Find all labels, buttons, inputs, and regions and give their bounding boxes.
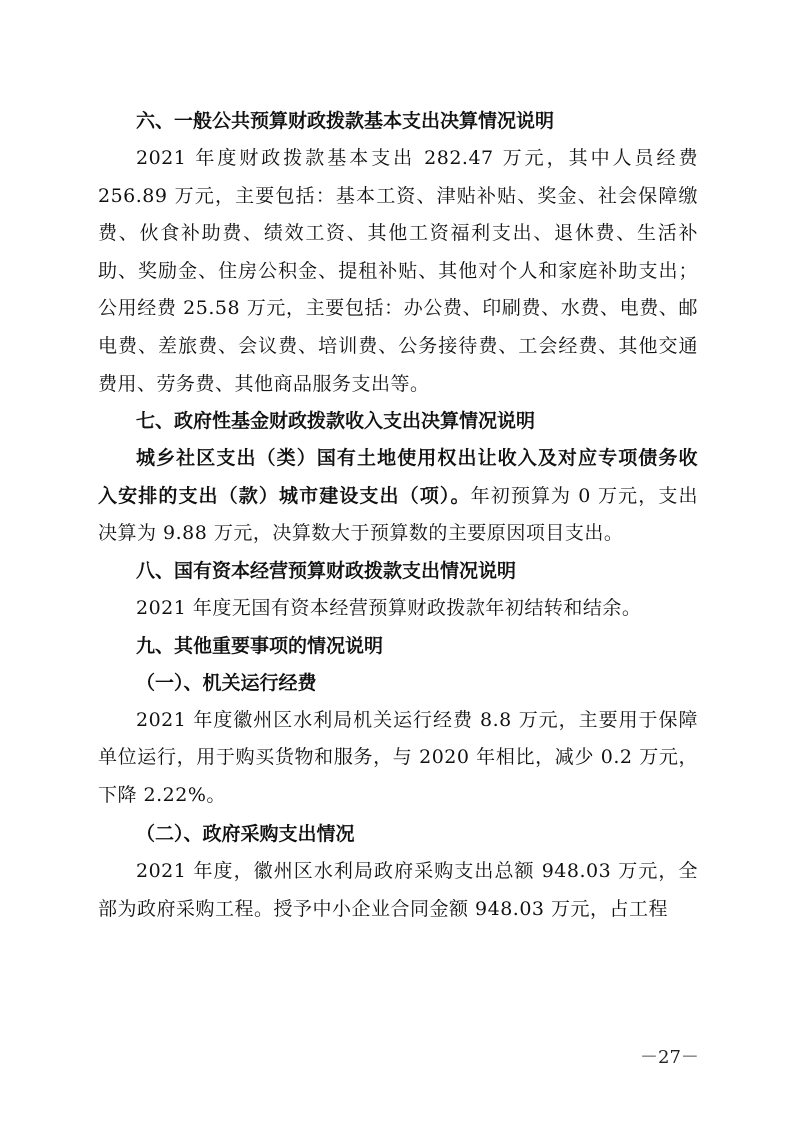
section-6-paragraph: 2021 年度财政拨款基本支出 282.47 万元，其中人员经费 256.89 万元，主要包括：基本工资、津贴补贴、奖金、社会保障缴费、伙食补助费、绩效工资、其他工资福利支出、退休费、生活补助、奖励金、住房公积金、提租补贴、其他对个人和家庭补助支出；公用经费 25.58 万元，主要包括：办公费、印刷费、水费、电费、邮电费、差旅费、会议费、培训费、公务接待费、工会经费、其他交通费用、劳务费、其他商品服务支出等。 [98,147,698,395]
section-7-paragraph [98,440,698,553]
page-number: －27－ [640,1047,699,1068]
subsection-1-paragraph: 2021 年度徽州区水利局机关运行经费 8.8 万元，主要用于保障单位运行，用于购买货物和服务，与 2020 年相比，减少 0.2 万元，下降 2.22%。 [98,708,698,806]
subsection-2-paragraph: 2021 年度，徽州区水利局政府采购支出总额 948.03 万元，全部为政府采购工程。授予中小企业合同金额 948.03 万元，占工程 [98,860,698,920]
subsection-1-heading: （一）、机关运行经费 [136,671,317,694]
subsection-2-heading: （二）、政府采购支出情况 [136,823,355,846]
page-content [98,103,698,929]
section-7-bold-lead: 城乡社区支出（类）国有土地使用权出让收入及对应专项债务收入安排的支出（款）城市建设支出（项）。 [98,447,698,507]
section-8-paragraph: 2021 年度无国有资本经营预算财政拨款年初结转和结余。 [136,596,642,619]
section-7-body-text: 年初预算为 0 万元，支出决算为 9.88 万元，决算数大于预算数的主要原因项目支出。 [98,484,698,545]
section-7-heading: 七、政府性基金财政拨款收入支出决算情况说明 [136,410,536,433]
section-9-heading: 九、其他重要事项的情况说明 [136,634,384,657]
section-8-heading: 八、国有资本经营预算财政拨款支出情况说明 [136,559,517,582]
section-6-heading: 六、一般公共预算财政拨款基本支出决算情况说明 [136,110,555,132]
